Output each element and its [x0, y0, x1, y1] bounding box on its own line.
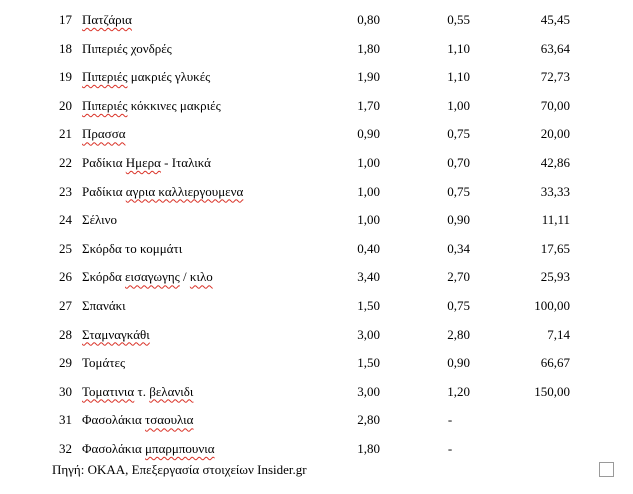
price-2019: 0,90 — [447, 355, 470, 371]
percent-change: 150,00 — [534, 383, 570, 399]
product-name — [82, 263, 213, 292]
percent-change: 63,64 — [540, 40, 570, 56]
price-2018: 3,00 — [357, 326, 380, 342]
table-row — [0, 378, 633, 407]
table-row — [0, 321, 633, 350]
product-name-part: μακριές γλυκές — [127, 69, 211, 85]
row-number: 27 — [59, 297, 72, 313]
price-2018: 1,00 — [357, 154, 380, 170]
product-name-part: Σκόρδα — [82, 269, 126, 285]
price-2019: 1,10 — [447, 69, 470, 85]
product-name-part: Φασολάκια — [82, 412, 146, 428]
price-2019: 0,55 — [447, 12, 470, 27]
price-2019: 1,00 — [447, 97, 470, 113]
product-name — [82, 378, 193, 407]
product-name-part: τ. — [134, 383, 150, 399]
percent-change: 20,00 — [540, 126, 570, 142]
percent-change: 25,93 — [540, 269, 570, 285]
price-2018: 0,90 — [357, 126, 380, 142]
price-2018: 1,80 — [357, 440, 380, 456]
percent-change: 66,67 — [540, 355, 570, 371]
table-row — [0, 349, 633, 378]
percent-change: 45,45 — [540, 12, 570, 27]
price-2018: 2,80 — [357, 412, 380, 428]
row-number: 24 — [59, 212, 72, 228]
table-row — [0, 149, 633, 178]
price-2019-missing: - — [447, 412, 453, 428]
product-name — [82, 149, 211, 178]
table-row — [0, 6, 633, 35]
product-name-part: Τοματινια — [82, 383, 135, 399]
price-table — [0, 6, 633, 464]
price-2018: 3,00 — [357, 383, 380, 399]
row-number: 20 — [59, 97, 72, 113]
product-name-part: Πιπεριές — [82, 69, 128, 85]
table-row — [0, 35, 633, 64]
product-name-part: τσαουλια — [145, 412, 194, 428]
price-2018: 3,40 — [357, 269, 380, 285]
price-2018: 1,70 — [357, 97, 380, 113]
price-2018: 1,80 — [357, 40, 380, 56]
price-2018: 0,40 — [357, 240, 380, 256]
product-name: Σταμναγκάθι — [82, 326, 150, 342]
percent-change: 7,14 — [547, 326, 570, 342]
table-row — [0, 63, 633, 92]
price-2018: 1,00 — [357, 212, 380, 228]
table-row — [0, 292, 633, 321]
table-row — [0, 206, 633, 235]
row-number: 23 — [59, 183, 72, 199]
checkbox[interactable] — [599, 462, 614, 477]
row-number: 32 — [59, 440, 72, 456]
product-name-part: Ραδίκια — [82, 154, 126, 170]
percent-change: 70,00 — [540, 97, 570, 113]
row-number: 17 — [59, 12, 72, 27]
table-row — [0, 120, 633, 149]
price-2019: 0,70 — [447, 154, 470, 170]
product-name: Πρασσα — [82, 126, 126, 142]
product-name-part: Ραδίκια — [82, 183, 126, 199]
price-2018: 1,00 — [357, 183, 380, 199]
price-2019-missing: - — [447, 440, 453, 456]
product-name: Σκόρδα το κομμάτι — [82, 240, 183, 256]
product-name: Σέλινο — [82, 212, 118, 228]
table-row — [0, 406, 633, 435]
price-2019: 2,70 — [447, 269, 470, 285]
percent-change: 11,11 — [541, 212, 570, 228]
product-name-part: κόκκινες μακριές — [127, 97, 221, 113]
product-name-part: μπαρμπουνια — [145, 440, 215, 456]
percent-change: 100,00 — [534, 297, 570, 313]
product-name — [82, 406, 193, 435]
product-name-part: κιλο — [189, 269, 213, 285]
product-name — [82, 435, 215, 464]
table-row — [0, 435, 633, 464]
price-2018: 0,80 — [357, 12, 380, 27]
price-2018: 1,90 — [357, 69, 380, 85]
table-row — [0, 92, 633, 121]
product-name-part: Ημερα — [125, 154, 161, 170]
row-number: 29 — [59, 355, 72, 371]
product-name-part: / — [179, 269, 190, 285]
row-number: 28 — [59, 326, 72, 342]
price-2019: 0,75 — [447, 183, 470, 199]
price-2018: 1,50 — [357, 297, 380, 313]
product-name-part: βελανιδι — [149, 383, 194, 399]
row-number: 22 — [59, 154, 72, 170]
product-name — [82, 63, 210, 92]
percent-change: 72,73 — [540, 69, 570, 85]
row-number: 26 — [59, 269, 72, 285]
table-row — [0, 263, 633, 292]
table-row — [0, 235, 633, 264]
row-number: 19 — [59, 69, 72, 85]
product-name-part: εισαγωγης — [125, 269, 180, 285]
price-2019: 0,75 — [447, 126, 470, 142]
price-2019: 1,10 — [447, 40, 470, 56]
row-number: 30 — [59, 383, 72, 399]
percent-change: 17,65 — [540, 240, 570, 256]
source-caption: Πηγή: ΟΚΑΑ, Επεξεργασία στοιχείων Insider.gr — [52, 462, 307, 477]
row-number: 21 — [59, 126, 72, 142]
percent-change: 42,86 — [540, 154, 570, 170]
product-name: Πατζάρια — [82, 12, 132, 27]
row-number: 25 — [59, 240, 72, 256]
product-name: Σπανάκι — [82, 297, 126, 313]
product-name — [82, 178, 243, 207]
price-2019: 0,75 — [447, 297, 470, 313]
price-2019: 0,34 — [447, 240, 470, 256]
price-2019: 1,20 — [447, 383, 470, 399]
percent-change: 33,33 — [540, 183, 570, 199]
price-2018: 1,50 — [357, 355, 380, 371]
product-name: Τομάτες — [82, 355, 126, 371]
price-2019: 0,90 — [447, 212, 470, 228]
product-name-part: Φασολάκια — [82, 440, 146, 456]
product-name-part: Πιπεριές — [82, 97, 128, 113]
table-row — [0, 178, 633, 207]
row-number: 18 — [59, 40, 72, 56]
product-name: Πιπεριές χονδρές — [82, 40, 172, 56]
product-name-part: - Ιταλικά — [160, 154, 211, 170]
product-name-part: αγρια καλλιεργουμενα — [125, 183, 244, 199]
price-2019: 2,80 — [447, 326, 470, 342]
row-number: 31 — [59, 412, 72, 428]
product-name — [82, 92, 221, 121]
